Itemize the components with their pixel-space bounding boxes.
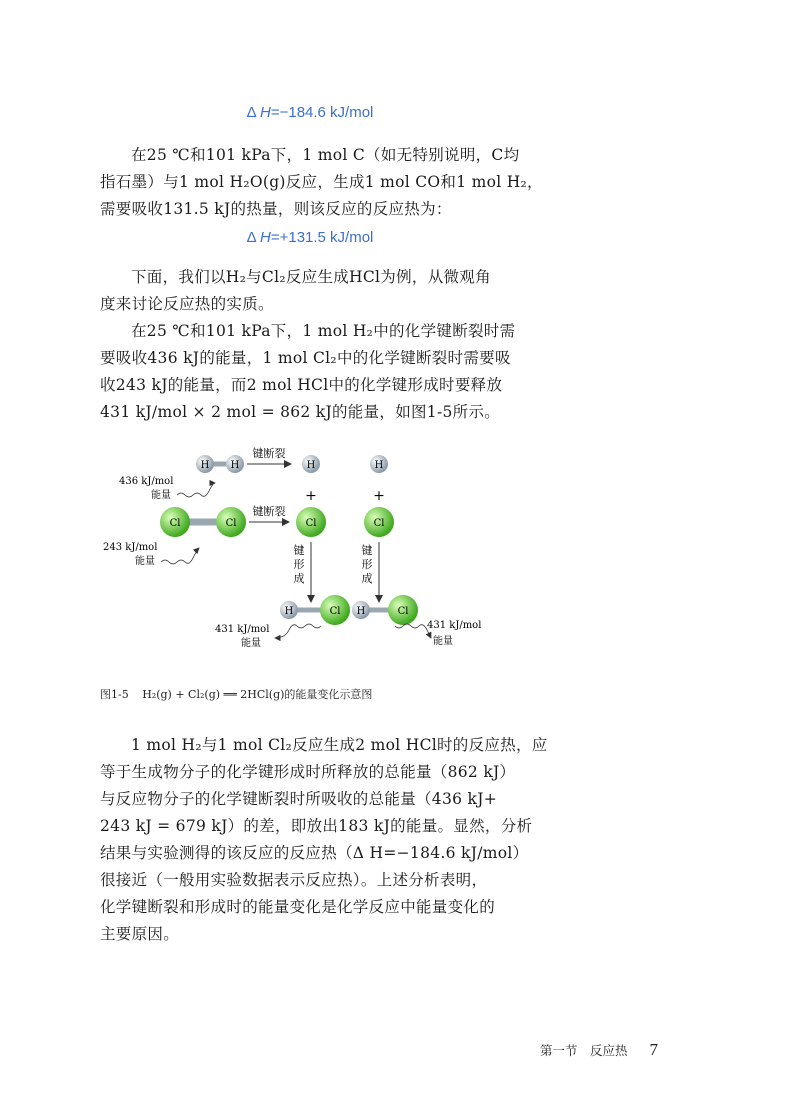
text-line: 在25 ℃和101 kPa下，1 mol H₂中的化学键断裂时需 bbox=[131, 322, 516, 340]
equation-value: =+131.5 kJ/mol bbox=[270, 229, 374, 246]
energy-h2-word: 能量 bbox=[151, 490, 171, 501]
paragraph-1 bbox=[100, 142, 543, 223]
delta-symbol: Δ bbox=[246, 104, 256, 121]
equation-value: =−184.6 kJ/mol bbox=[270, 104, 374, 121]
enthalpy-symbol: H bbox=[259, 104, 271, 121]
h-atom-label: H bbox=[230, 460, 240, 471]
text-line: 在25 ℃和101 kPa下，1 mol C（如无特别说明，C均 bbox=[131, 146, 520, 164]
energy-wavy-arrow bbox=[161, 548, 199, 564]
paragraph-4 bbox=[100, 732, 548, 948]
break-label: 键断裂 bbox=[252, 505, 286, 518]
text-line: 需要吸收131.5 kJ的热量，则该反应的反应热为： bbox=[100, 200, 452, 218]
cl-atom-label: Cl bbox=[169, 518, 181, 529]
text-line: 下面，我们以H₂与Cl₂反应生成HCl为例，从微观角 bbox=[131, 268, 491, 286]
energy-wavy-arrow bbox=[275, 624, 321, 638]
page-footer bbox=[540, 1040, 710, 1060]
delta-symbol: Δ bbox=[246, 229, 256, 246]
figure-caption-text: H₂(g) + Cl₂(g) ══ 2HCl(g)的能量变化示意图 bbox=[142, 688, 373, 701]
h-atom-label: H bbox=[356, 606, 366, 617]
cl-atom-label: Cl bbox=[397, 606, 409, 617]
text-line: 要吸收436 kJ的能量，1 mol Cl₂中的化学键断裂时需要吸 bbox=[100, 349, 511, 367]
energy-cl2-word: 能量 bbox=[135, 556, 155, 567]
cl-atom-label: Cl bbox=[305, 518, 317, 529]
h-atom-label: H bbox=[374, 460, 384, 471]
figure-number: 图1-5 bbox=[100, 688, 129, 701]
cl-atom-label: Cl bbox=[329, 606, 341, 617]
text-line: 结果与实验测得的该反应的反应热（Δ H=−184.6 kJ/mol） bbox=[100, 844, 529, 862]
bond-energy-diagram bbox=[95, 440, 495, 675]
text-line: 主要原因。 bbox=[100, 925, 180, 943]
text-line: 1 mol H₂与1 mol Cl₂反应生成2 mol HCl时的反应热，应 bbox=[131, 736, 548, 754]
h-atom-label: H bbox=[284, 606, 294, 617]
plus-sign: + bbox=[373, 488, 385, 504]
equation-delta-h-1 bbox=[0, 104, 620, 121]
energy-hcl-word: 能量 bbox=[241, 638, 261, 649]
equation-delta-h-2 bbox=[0, 229, 620, 246]
text-line: 化学键断裂和形成时的能量变化是化学反应中能量变化的 bbox=[100, 898, 496, 916]
text-line: 指石墨）与1 mol H₂O(g)反应，生成1 mol CO和1 mol H₂， bbox=[100, 173, 543, 191]
energy-hcl-word: 能量 bbox=[433, 636, 453, 647]
h-atom-label: H bbox=[200, 460, 210, 471]
plus-sign: + bbox=[305, 488, 317, 504]
page-number: 7 bbox=[649, 1040, 658, 1059]
enthalpy-symbol: H bbox=[259, 229, 271, 246]
break-label: 键断裂 bbox=[252, 447, 286, 460]
text-line: 与反应物分子的化学键断裂时所吸收的总能量（436 kJ+ bbox=[100, 790, 498, 808]
h-atom-label: H bbox=[306, 460, 316, 471]
energy-hcl-value: 431 kJ/mol bbox=[427, 620, 482, 631]
energy-wavy-arrow bbox=[177, 483, 215, 497]
cl-atom-label: Cl bbox=[225, 518, 237, 529]
energy-hcl-value: 431 kJ/mol bbox=[215, 624, 270, 635]
paragraph-3 bbox=[100, 318, 516, 426]
energy-h2-value: 436 kJ/mol bbox=[119, 476, 174, 487]
paragraph-2 bbox=[100, 264, 504, 318]
form-label: 键形成 bbox=[293, 544, 305, 585]
text-line: 431 kJ/mol × 2 mol = 862 kJ的能量，如图1-5所示。 bbox=[100, 403, 501, 421]
section-title: 第一节 反应热 bbox=[540, 1043, 628, 1058]
form-label: 键形成 bbox=[361, 544, 373, 585]
cl-atom-label: Cl bbox=[373, 518, 385, 529]
energy-cl2-value: 243 kJ/mol bbox=[103, 542, 158, 553]
text-line: 很接近（一般用实验数据表示反应热）。上述分析表明， bbox=[100, 871, 488, 889]
energy-wavy-arrow bbox=[395, 624, 431, 638]
text-line: 收243 kJ的能量，而2 mol HCl中的化学键形成时要释放 bbox=[100, 376, 503, 394]
text-line: 等于生成物分子的化学键形成时所释放的总能量（862 kJ） bbox=[100, 763, 516, 781]
text-line: 度来讨论反应热的实质。 bbox=[100, 295, 274, 313]
figure-caption bbox=[100, 686, 372, 702]
text-line: 243 kJ = 679 kJ）的差，即放出183 kJ的能量。显然，分析 bbox=[100, 817, 533, 835]
